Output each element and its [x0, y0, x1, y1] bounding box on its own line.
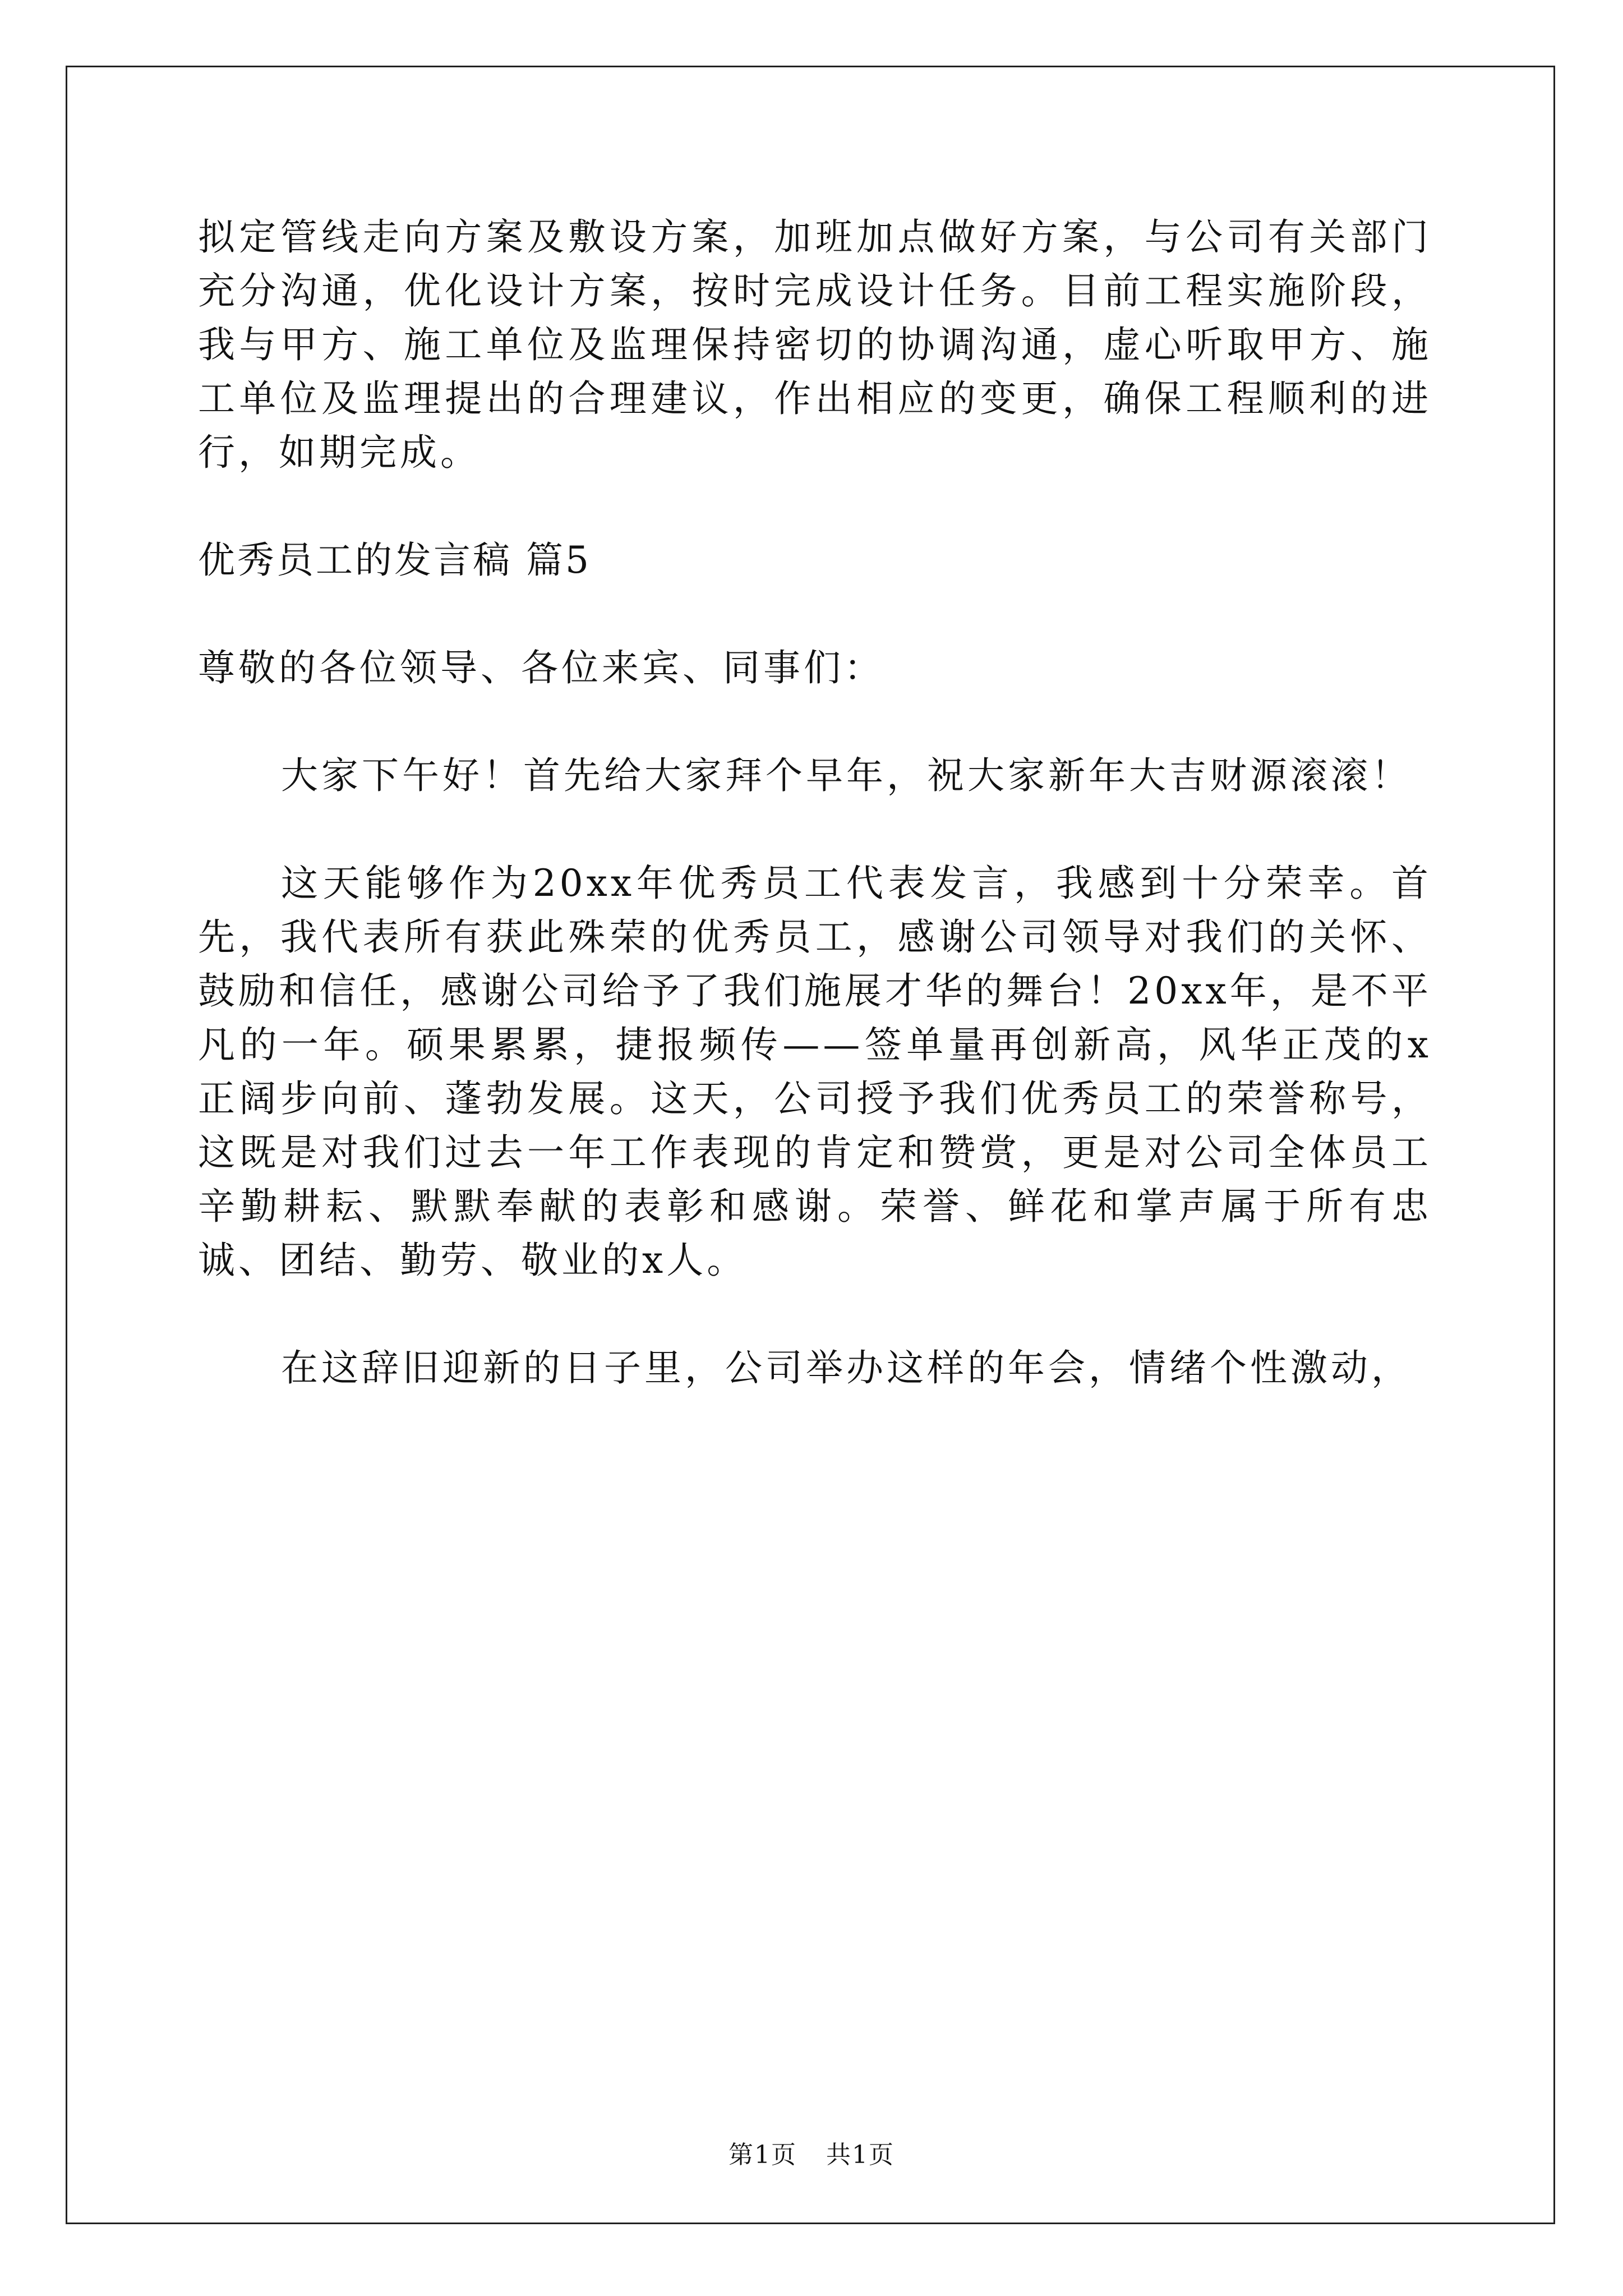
- paragraph-body-next: 在这辞旧迎新的日子里，公司举办这样的年会，情绪个性激动，: [281, 1346, 1412, 1389]
- document-body: [198, 210, 1432, 1395]
- paragraph-body: 这天能够作为20xx年优秀员工代表发言，我感到十分荣幸。首先，我代表所有获此殊荣的优秀员工，感谢公司领导对我们的关怀、鼓励和信任，感谢公司给予了我们施展才华的舞台！20xx年，是不平凡的一年。硕果累累，捷报频传——签单量再创新高，风华正茂的x正阔步向前、蓬勃发展。这天，公司授予我们优秀员工的荣誉称号，这既是对我们过去一年工作表现的肯定和赞赏，更是对公司全体员工辛勤耕耘、默默奉献的表彰和感谢。荣誉、鲜花和掌声属于所有忠诚、团结、勤劳、敬业的x人。: [198, 862, 1432, 1282]
- section-heading: 优秀员工的发言稿 篇5: [198, 539, 591, 582]
- page-total: 共1页: [826, 2141, 895, 2169]
- paragraph-continuation: 拟定管线走向方案及敷设方案，加班加点做好方案，与公司有关部门充分沟通，优化设计方案，按时完成设计任务。目前工程实施阶段，我与甲方、施工单位及监理保持密切的协调沟通，虚心听取甲方、施工单位及监理提出的合理建议，作出相应的变更，确保工程顺利的进行，如期完成。: [198, 215, 1432, 474]
- salutation: 尊敬的各位领导、各位来宾、同事们：: [198, 646, 884, 689]
- paragraph-greeting: 大家下午好！首先给大家拜个早年，祝大家新年大吉财源滚滚！: [281, 754, 1412, 797]
- page-number: 第1页: [728, 2141, 797, 2169]
- page-footer: [0, 2138, 1623, 2172]
